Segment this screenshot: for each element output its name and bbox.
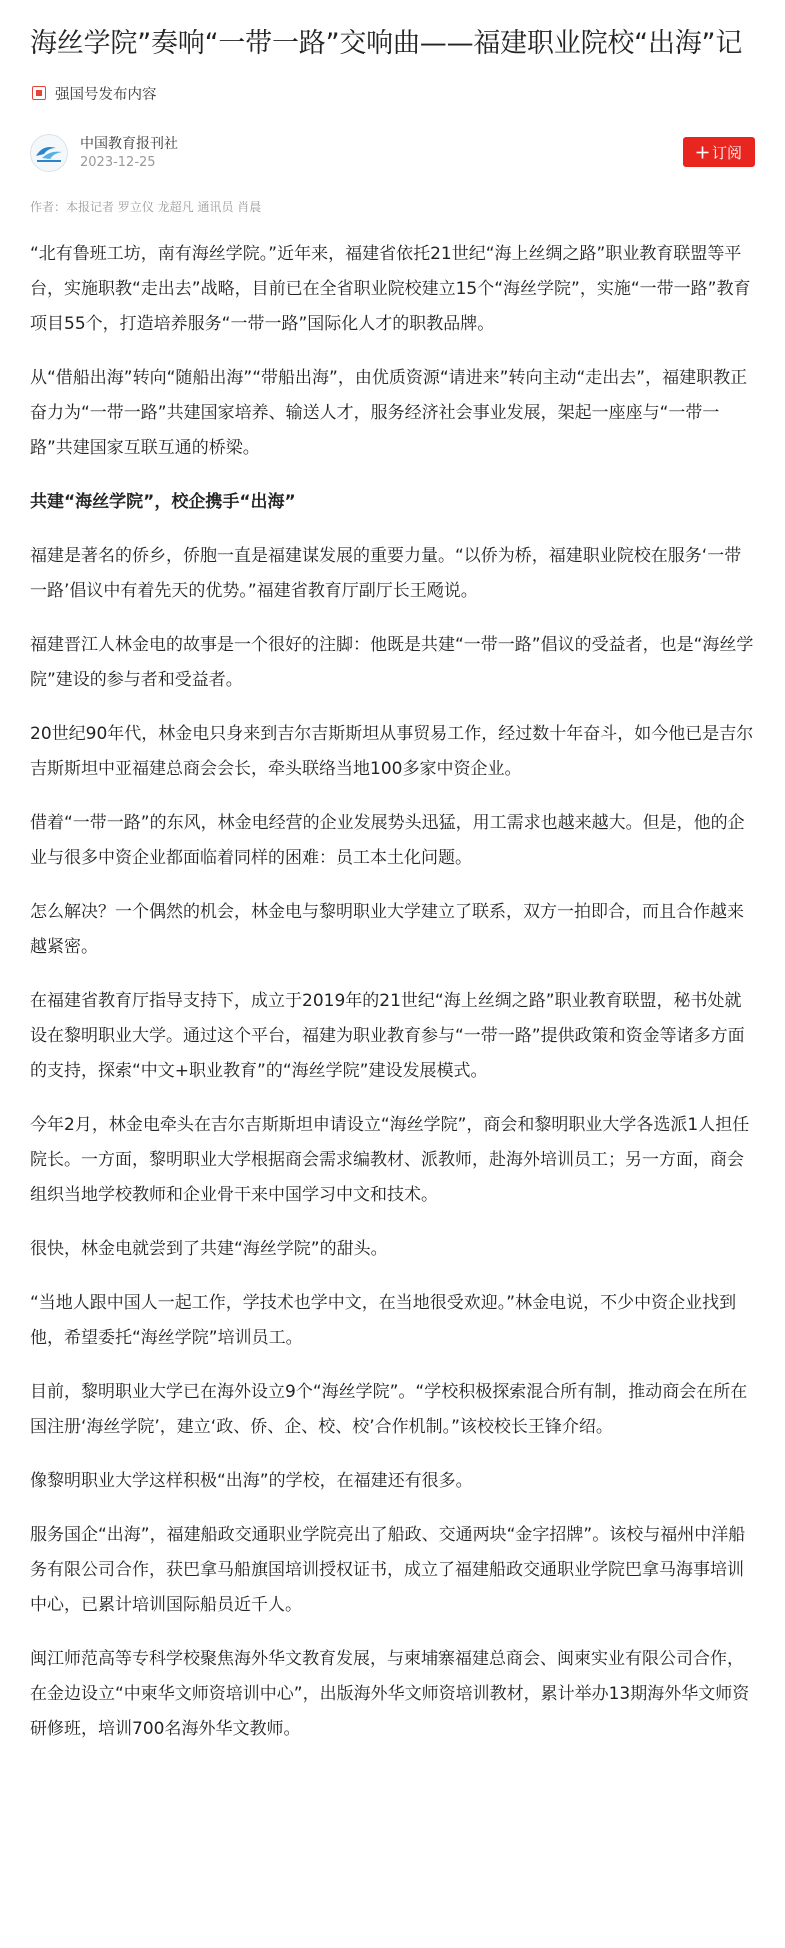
article-paragraph: 福建晋江人林金电的故事是一个很好的注脚：他既是共建“一带一路”倡议的受益者，也是“海丝学院”建设的参与者和受益者。 <box>30 635 754 690</box>
subscribe-button[interactable] <box>683 137 755 167</box>
article-paragraph: 从“借船出海”转向“随船出海”“带船出海”，由优质资源“请进来”转向主动“走出去”，福建职教正奋力为“一带一路”共建国家培养、输送人才，服务经济社会事业发展，架起一座座与“一带一路”共建国家互联互通的桥梁。 <box>30 368 748 458</box>
article-paragraph: 福建是著名的侨乡，侨胞一直是福建谋发展的重要力量。“以侨为桥，福建职业院校在服务‘一带一路’倡议中有着先天的优势。”福建省教育厅副厅长王飏说。 <box>30 546 742 601</box>
article-title: 海丝学院”奏响“一带一路”交响曲——福建职业院校“出海”记 <box>30 28 743 59</box>
publisher-info <box>80 135 178 172</box>
publisher-logo-icon <box>34 142 64 164</box>
article-paragraph: 在福建省教育厅指导支持下，成立于2019年的21世纪“海上丝绸之路”职业教育联盟，秘书处就设在黎明职业大学。通过这个平台，福建为职业教育参与“一带一路”提供政策和资金等诸多方面的支持，探索“中文+职业教育”的“海丝学院”建设发展模式。 <box>30 991 745 1081</box>
publisher-avatar[interactable] <box>30 134 68 172</box>
source-label: 强国号发布内容 <box>55 86 157 103</box>
article-paragraph: 很快，林金电就尝到了共建“海丝学院”的甜头。 <box>30 1239 388 1259</box>
article-paragraph: “北有鲁班工坊，南有海丝学院。”近年来，福建省依托21世纪“海上丝绸之路”职业教育联盟等平台，实施职教“走出去”战略，目前已在全省职业院校建立15个“海丝学院”，实施“一带一路”教育项目55个，打造培养服务“一带一路”国际化人才的职教品牌。 <box>30 244 751 334</box>
article-paragraph: 服务国企“出海”，福建船政交通职业学院亮出了船政、交通两块“金字招牌”。该校与福州中洋船务有限公司合作，获巴拿马船旗国培训授权证书，成立了福建船政交通职业学院巴拿马海事培训中心，已累计培训国际船员近千人。 <box>30 1525 746 1615</box>
plus-icon <box>696 146 709 159</box>
article-paragraph: 怎么解决？一个偶然的机会，林金电与黎明职业大学建立了联系，双方一拍即合，而且合作越来越紧密。 <box>30 902 744 957</box>
publish-date: 2023-12-25 <box>80 154 156 170</box>
author-line: 作者：本报记者 罗立仪 龙超凡 通讯员 肖晨 <box>30 200 262 214</box>
section-heading: 共建“海丝学院”，校企携手“出海” <box>30 492 296 512</box>
publisher-row <box>30 132 755 174</box>
qiangguo-badge-icon <box>32 86 46 100</box>
article-paragraph: 20世纪90年代，林金电只身来到吉尔吉斯斯坦从事贸易工作，经过数十年奋斗，如今他已是吉尔吉斯斯坦中亚福建总商会会长，牵头联络当地100多家中资企业。 <box>30 724 754 779</box>
publisher-name[interactable]: 中国教育报刊社 <box>80 135 178 152</box>
article-body <box>30 237 755 1747</box>
article-paragraph: 像黎明职业大学这样积极“出海”的学校，在福建还有很多。 <box>30 1471 473 1491</box>
article-paragraph: 目前，黎明职业大学已在海外设立9个“海丝学院”。“学校积极探索混合所有制，推动商会在所在国注册‘海丝学院’，建立‘政、侨、企、校、校’合作机制。”该校校长王锋介绍。 <box>30 1382 748 1437</box>
subscribe-label: 订阅 <box>711 143 742 162</box>
article-paragraph: 今年2月，林金电牵头在吉尔吉斯斯坦申请设立“海丝学院”，商会和黎明职业大学各选派1人担任院长。一方面，黎明职业大学根据商会需求编教材、派教师，赴海外培训员工；另一方面，商会组织当地学校教师和企业骨干来中国学习中文和技术。 <box>30 1115 750 1205</box>
article-paragraph: 借着“一带一路”的东风，林金电经营的企业发展势头迅猛，用工需求也越来越大。但是，他的企业与很多中资企业都面临着同样的困难：员工本土化问题。 <box>30 813 745 868</box>
article-paragraph: 闽江师范高等专科学校聚焦海外华文教育发展，与柬埔寨福建总商会、闽柬实业有限公司合作，在金边设立“中柬华文师资培训中心”，出版海外华文师资培训教材，累计举办13期海外华文师资研修班，培训700名海外华文教师。 <box>30 1649 750 1739</box>
source-row <box>30 82 755 104</box>
article-paragraph: “当地人跟中国人一起工作，学技术也学中文，在当地很受欢迎。”林金电说，不少中资企业找到他，希望委托“海丝学院”培训员工。 <box>30 1293 737 1348</box>
